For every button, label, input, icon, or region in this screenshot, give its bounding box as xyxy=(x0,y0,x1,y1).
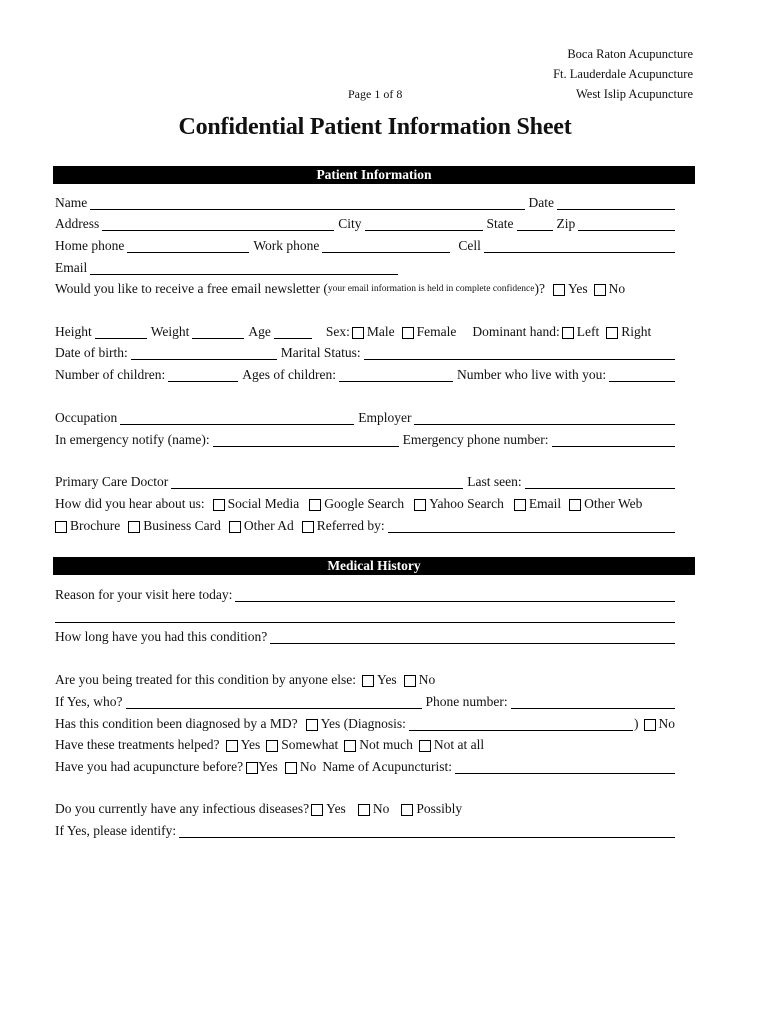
zip-label: Zip xyxy=(556,216,576,231)
marital-field[interactable] xyxy=(364,345,675,360)
sex-female-checkbox[interactable] xyxy=(402,327,414,339)
name-field[interactable] xyxy=(90,195,524,210)
dominant-hand-label: Dominant hand: xyxy=(472,324,560,339)
occupation-label: Occupation xyxy=(55,410,118,425)
section-patient-information: Patient Information xyxy=(53,166,695,184)
page-number: Page 1 of 8 xyxy=(348,87,403,101)
hand-left-checkbox[interactable] xyxy=(562,327,574,339)
row-address xyxy=(55,215,675,233)
state-field[interactable] xyxy=(517,216,553,231)
email-option-label: Email xyxy=(528,496,562,511)
office-west-islip: West Islip Acupuncture xyxy=(575,87,693,101)
yahoo-search-checkbox[interactable] xyxy=(414,499,426,511)
row-identify xyxy=(55,822,675,840)
cell-label: Cell xyxy=(458,238,481,253)
helped-somewhat-label: Somewhat xyxy=(281,737,339,752)
acupuncturist-field[interactable] xyxy=(455,759,675,774)
helped-yes-label: Yes xyxy=(240,737,261,752)
row-reason xyxy=(55,586,675,604)
other-ad-checkbox[interactable] xyxy=(229,521,241,533)
section-medical-history: Medical History xyxy=(53,557,695,575)
hand-left-label: Left xyxy=(576,324,600,339)
num-children-field[interactable] xyxy=(168,367,238,382)
diagnosed-label: Has this condition been diagnosed by a MD? xyxy=(55,716,298,731)
age-label: Age xyxy=(248,324,271,339)
address-label: Address xyxy=(55,216,100,231)
row-treated-else xyxy=(55,671,675,689)
business-card-label: Business Card xyxy=(143,518,221,533)
height-field[interactable] xyxy=(95,324,147,339)
page-title: Confidential Patient Information Sheet xyxy=(178,114,572,140)
emergency-name-label: In emergency notify (name): xyxy=(55,432,210,447)
num-live-label: Number who live with you: xyxy=(456,367,607,382)
row-newsletter xyxy=(55,280,695,298)
newsletter-yes-label: Yes xyxy=(567,281,588,296)
zip-field[interactable] xyxy=(578,216,675,231)
row-if-yes-who xyxy=(55,693,675,711)
other-web-checkbox[interactable] xyxy=(569,499,581,511)
row-how-long xyxy=(55,628,675,646)
brochure-label: Brochure xyxy=(70,518,121,533)
treated-else-no-checkbox[interactable] xyxy=(404,675,416,687)
office-ft-lauderdale: Ft. Lauderdale Acupuncture xyxy=(553,67,693,81)
social-media-checkbox[interactable] xyxy=(213,499,225,511)
row-dob-marital xyxy=(55,344,675,362)
row-had-acupuncture xyxy=(55,758,675,776)
helped-somewhat-checkbox[interactable] xyxy=(266,740,278,752)
last-seen-field[interactable] xyxy=(525,474,675,489)
weight-field[interactable] xyxy=(192,324,244,339)
helped-not-much-checkbox[interactable] xyxy=(344,740,356,752)
newsletter-note: your email information is held in complete confidence xyxy=(327,284,535,294)
email-label: Email xyxy=(55,260,88,275)
office-boca: Boca Raton Acupuncture xyxy=(567,47,693,61)
yahoo-search-label: Yahoo Search xyxy=(429,496,504,511)
marital-label: Marital Status: xyxy=(280,345,361,360)
how-long-label: How long have you had this condition? xyxy=(55,629,268,644)
brochure-checkbox[interactable] xyxy=(55,521,67,533)
home-phone-field[interactable] xyxy=(127,238,249,253)
diagnosed-no-checkbox[interactable] xyxy=(644,719,656,731)
num-children-label: Number of children: xyxy=(55,367,166,382)
email-option-checkbox[interactable] xyxy=(514,499,526,511)
newsletter-no-checkbox[interactable] xyxy=(594,284,606,296)
work-phone-field[interactable] xyxy=(322,238,450,253)
if-yes-who-label: If Yes, who? xyxy=(55,694,123,709)
other-ad-label: Other Ad xyxy=(243,518,294,533)
reason-field[interactable] xyxy=(235,587,675,602)
newsletter-question-end: )? xyxy=(534,281,545,296)
state-label: State xyxy=(486,216,514,231)
emergency-phone-field[interactable] xyxy=(552,432,675,447)
row-phones xyxy=(55,237,675,255)
row-children xyxy=(55,366,675,384)
how-long-field[interactable] xyxy=(270,629,675,644)
sex-label: Sex: xyxy=(325,324,350,339)
infectious-no-label: No xyxy=(372,801,390,816)
had-acupuncture-label: Have you had acupuncture before? xyxy=(55,759,244,774)
diagnosis-close-paren: ) xyxy=(634,716,639,731)
work-phone-label: Work phone xyxy=(253,238,320,253)
employer-field[interactable] xyxy=(414,410,675,425)
google-search-label: Google Search xyxy=(324,496,405,511)
if-yes-who-field[interactable] xyxy=(126,694,422,709)
sex-female-label: Female xyxy=(416,324,457,339)
phone-number-label: Phone number: xyxy=(425,694,508,709)
infectious-yes-checkbox[interactable] xyxy=(311,804,323,816)
referred-by-field[interactable] xyxy=(388,518,675,533)
sex-male-checkbox[interactable] xyxy=(352,327,364,339)
date-label: Date xyxy=(528,195,554,210)
city-label: City xyxy=(338,216,362,231)
weight-label: Weight xyxy=(150,324,190,339)
referred-by-checkbox[interactable] xyxy=(302,521,314,533)
row-diagnosed xyxy=(55,715,675,733)
identify-field[interactable] xyxy=(179,823,675,838)
occupation-field[interactable] xyxy=(120,410,354,425)
row-helped xyxy=(55,736,675,754)
helped-label: Have these treatments helped? xyxy=(55,737,220,752)
phone-number-field[interactable] xyxy=(511,694,675,709)
date-field[interactable] xyxy=(557,195,675,210)
helped-not-at-all-checkbox[interactable] xyxy=(419,740,431,752)
email-field[interactable] xyxy=(90,260,398,275)
emergency-name-field[interactable] xyxy=(213,432,399,447)
helped-not-much-label: Not much xyxy=(359,737,413,752)
row-hear-about xyxy=(55,495,695,513)
row-primary-care xyxy=(55,473,675,491)
referred-by-label: Referred by: xyxy=(316,518,385,533)
sex-male-label: Male xyxy=(366,324,395,339)
hand-right-checkbox[interactable] xyxy=(606,327,618,339)
diagnosed-yes-checkbox[interactable] xyxy=(306,719,318,731)
infectious-yes-label: Yes xyxy=(326,801,346,816)
last-seen-label: Last seen: xyxy=(467,474,522,489)
reason-label: Reason for your visit here today: xyxy=(55,587,233,602)
office-list xyxy=(553,44,693,104)
row-reason-continued xyxy=(55,607,675,625)
treated-else-no-label: No xyxy=(418,672,436,687)
row-physical xyxy=(55,323,695,341)
row-name-date xyxy=(55,194,675,212)
infectious-possibly-checkbox[interactable] xyxy=(401,804,413,816)
ages-children-label: Ages of children: xyxy=(242,367,336,382)
diagnosis-field[interactable] xyxy=(409,716,633,731)
age-field[interactable] xyxy=(274,324,312,339)
emergency-phone-label: Emergency phone number: xyxy=(402,432,549,447)
row-infectious xyxy=(55,800,675,818)
ages-children-field[interactable] xyxy=(339,367,453,382)
hand-right-label: Right xyxy=(621,324,652,339)
address-field[interactable] xyxy=(102,216,334,231)
reason-field-line-2[interactable] xyxy=(55,608,675,623)
helped-not-at-all-label: Not at all xyxy=(433,737,485,752)
newsletter-no-label: No xyxy=(608,281,626,296)
name-label: Name xyxy=(55,195,88,210)
dob-label: Date of birth: xyxy=(55,345,128,360)
had-acupuncture-yes-checkbox[interactable] xyxy=(246,762,258,774)
social-media-label: Social Media xyxy=(227,496,300,511)
treated-else-label: Are you being treated for this condition by anyone else: xyxy=(55,672,357,687)
row-email xyxy=(55,259,675,277)
infectious-label: Do you currently have any infectious diseases? xyxy=(55,801,310,816)
height-label: Height xyxy=(55,324,92,339)
dob-field[interactable] xyxy=(131,345,277,360)
infectious-possibly-label: Possibly xyxy=(416,801,463,816)
treated-else-yes-checkbox[interactable] xyxy=(362,675,374,687)
row-referral xyxy=(55,517,675,535)
infectious-no-checkbox[interactable] xyxy=(358,804,370,816)
identify-label: If Yes, please identify: xyxy=(55,823,177,838)
had-acupuncture-yes-label: Yes xyxy=(258,759,278,774)
treated-else-yes-label: Yes xyxy=(377,672,397,687)
row-occupation xyxy=(55,409,675,427)
row-emergency xyxy=(55,431,675,449)
cell-field[interactable] xyxy=(484,238,675,253)
pcp-label: Primary Care Doctor xyxy=(55,474,169,489)
other-web-label: Other Web xyxy=(584,496,643,511)
diagnosed-no-label: No xyxy=(658,716,675,731)
helped-yes-checkbox[interactable] xyxy=(226,740,238,752)
newsletter-question: Would you like to receive a free email newsletter ( xyxy=(55,281,328,296)
city-field[interactable] xyxy=(365,216,483,231)
hear-about-label: How did you hear about us: xyxy=(55,496,205,511)
newsletter-yes-checkbox[interactable] xyxy=(553,284,565,296)
business-card-checkbox[interactable] xyxy=(128,521,140,533)
employer-label: Employer xyxy=(358,410,412,425)
had-acupuncture-no-label: No xyxy=(299,759,317,774)
pcp-field[interactable] xyxy=(171,474,463,489)
num-live-field[interactable] xyxy=(609,367,675,382)
home-phone-label: Home phone xyxy=(55,238,125,253)
had-acupuncture-no-checkbox[interactable] xyxy=(285,762,297,774)
acupuncturist-label: Name of Acupuncturist: xyxy=(322,759,453,774)
google-search-checkbox[interactable] xyxy=(309,499,321,511)
diagnosed-yes-label: Yes (Diagnosis: xyxy=(320,716,406,731)
